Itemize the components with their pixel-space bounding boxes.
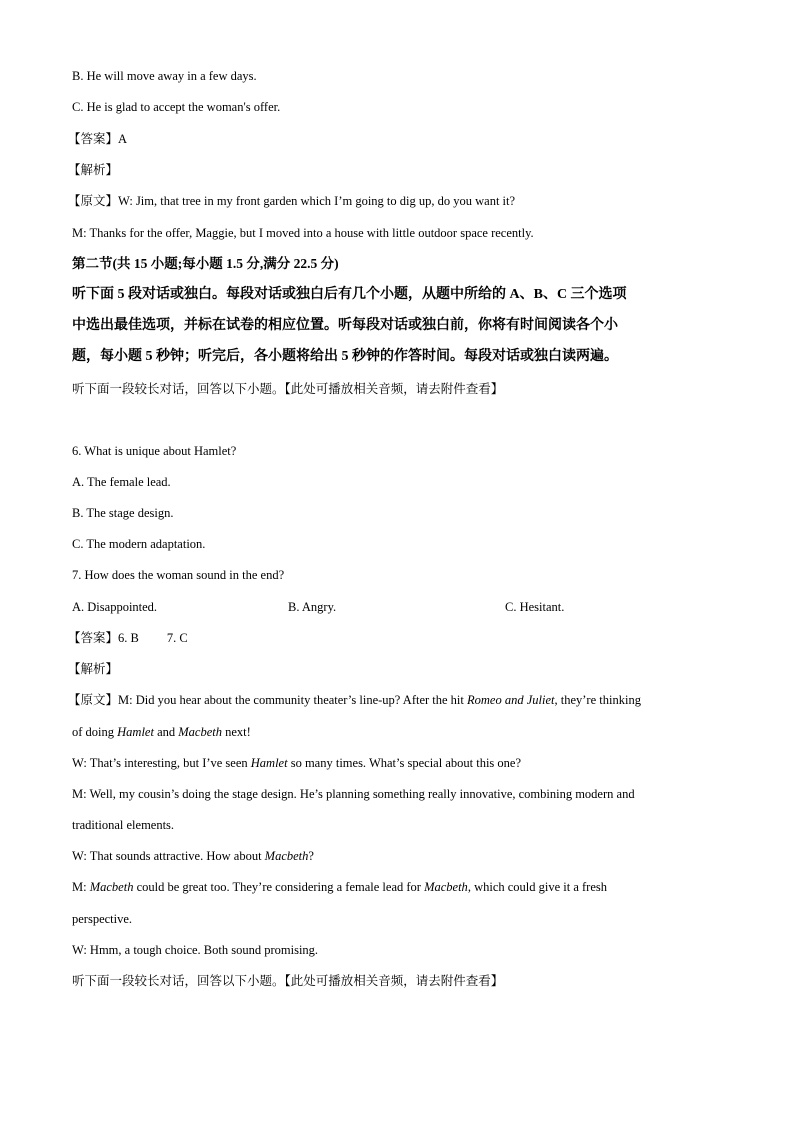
section-instructions: 中选出最佳选项，并标在试卷的相应位置。听每段对话或独白前，你将有时间阅读各个小 [72, 318, 618, 333]
analysis-label: 【解析】 [68, 662, 119, 676]
transcript-label: 【原文】 [68, 194, 119, 208]
title-italic: Macbeth [178, 725, 222, 739]
option-a: A. The female lead. [72, 475, 171, 489]
transcript-line [72, 755, 521, 771]
transcript-line [72, 879, 607, 895]
transcript-line [72, 724, 251, 740]
option-c: C. He is glad to accept the woman's offer. [72, 100, 281, 114]
transcript-line: M: Thanks for the offer, Maggie, but I moved into a house with little outdoor space recently. [72, 226, 534, 240]
answer-label: 【答案】 [68, 132, 119, 146]
transcript-line [68, 193, 515, 209]
title-italic: Romeo and Juliet [467, 693, 555, 707]
option-b: B. He will move away in a few days. [72, 69, 257, 83]
transcript-text: W: Jim, that tree in my front garden which I’m going to dig up, do you want it? [118, 194, 516, 208]
title-italic: Macbeth [89, 880, 134, 894]
answer-line [68, 131, 127, 147]
passage-intro: 听下面一段较长对话，回答以下小题。【此处可播放相关音频，请去附件查看】 [72, 974, 504, 988]
transcript-text: so many times. What’s special about this one? [287, 756, 521, 770]
transcript-text: and [153, 725, 179, 739]
transcript-line: traditional elements. [72, 818, 175, 832]
question-stem: 7. How does the woman sound in the end? [72, 568, 285, 582]
option-c: C. The modern adaptation. [72, 537, 206, 551]
transcript-text: ? [308, 849, 314, 863]
transcript-text: of doing [72, 725, 118, 739]
transcript-line: perspective. [72, 912, 133, 926]
transcript-text: next! [222, 725, 251, 739]
transcript-text: M: [72, 880, 90, 894]
transcript-line: W: Hmm, a tough choice. Both sound promising. [72, 943, 319, 957]
analysis-label: 【解析】 [68, 163, 119, 177]
answer-value: 6. B [118, 631, 139, 645]
option-b: B. The stage design. [72, 506, 174, 520]
transcript-line [68, 692, 641, 708]
title-italic: Macbeth [424, 880, 468, 894]
transcript-text: M: Did you hear about the community theater’s line-up? After the hit [118, 693, 468, 707]
passage-intro: 听下面一段较长对话，回答以下小题。【此处可播放相关音频，请去附件查看】 [72, 382, 504, 396]
transcript-line: M: Well, my cousin’s doing the stage design. He’s planning something really innovative, combining modern and [72, 787, 635, 801]
answer-value: 7. C [166, 631, 188, 645]
transcript-text: , they’re thinking [554, 693, 641, 707]
section-instructions: 题，每小题 5 秒钟；听完后，各小题将给出 5 秒钟的作答时间。每段对话或独白读两遍。 [72, 349, 618, 364]
answer-label: 【答案】 [68, 631, 119, 645]
option-c: C. Hesitant. [505, 600, 565, 614]
section-title: 第二节(共 15 小题;每小题 1.5 分,满分 22.5 分) [72, 256, 339, 271]
transcript-text: W: That sounds attractive. How about [72, 849, 265, 863]
title-italic: Hamlet [250, 756, 288, 770]
section-instructions: 听下面 5 段对话或独白。每段对话或独白后有几个小题，从题中所给的 A、B、C 三个选项 [72, 287, 627, 302]
option-b: B. Angry. [288, 600, 337, 614]
option-a: A. Disappointed. [72, 600, 158, 614]
title-italic: Macbeth [264, 849, 309, 863]
title-italic: Hamlet [117, 725, 154, 739]
transcript-text: W: That’s interesting, but I’ve seen [72, 756, 251, 770]
transcript-text: , which could give it a fresh [467, 880, 608, 894]
answer-value: A [118, 132, 128, 146]
transcript-line [72, 848, 314, 864]
transcript-label: 【原文】 [68, 693, 119, 707]
question-stem: 6. What is unique about Hamlet? [72, 444, 237, 458]
transcript-text: could be great too. They’re considering a female lead for [133, 880, 425, 894]
answer-line [68, 630, 188, 646]
